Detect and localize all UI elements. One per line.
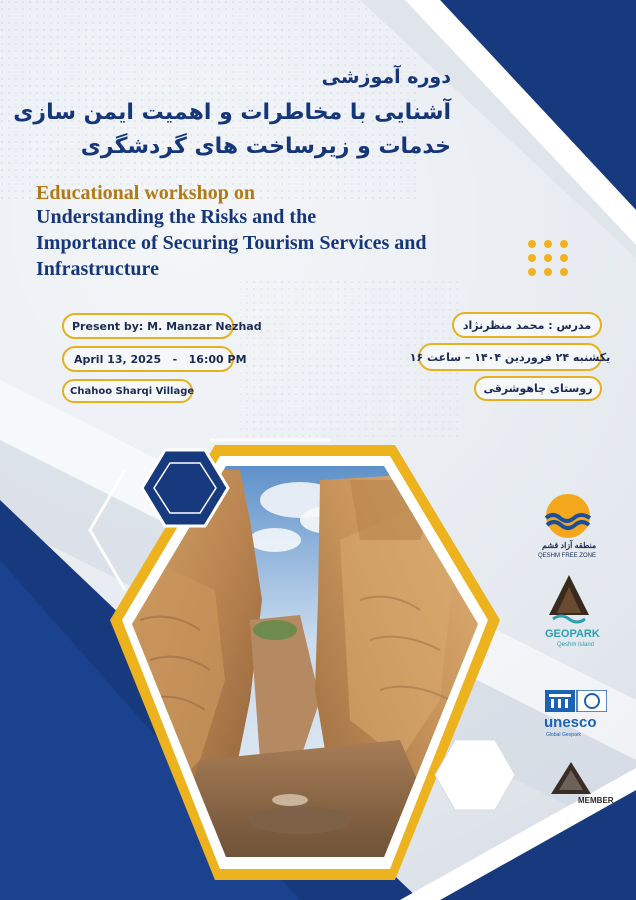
free-zone-label-en: QESHM FREE ZONE xyxy=(538,553,597,559)
location-pill: Chahoo Sharqi Village xyxy=(62,379,193,403)
geopark-sub: Qeshm Island xyxy=(557,642,595,648)
english-title-line-2: Understanding the Risks and the xyxy=(36,206,317,228)
location-pill-fa: روستای چاهوشرقی xyxy=(474,376,602,401)
persian-title-line-2: آشنایی با مخاطرات و اهمیت ایمن سازی xyxy=(13,100,451,125)
date-time-pill: April 13, 2025 - 16:00 PM xyxy=(62,346,234,372)
date-time-pill-fa: یکشنبه ۲۴ فروردین ۱۴۰۴ – ساعت ۱۶ xyxy=(418,343,602,371)
unesco-sub: Global Geopark xyxy=(546,732,582,738)
member-word: MEMBER xyxy=(578,796,614,805)
english-title-line-1: Educational workshop on xyxy=(36,182,255,204)
persian-title-line-1: دوره آموزشی xyxy=(321,66,451,88)
presenter-pill-fa: مدرس : محمد منظرنژاد xyxy=(452,312,602,338)
decorative-dots xyxy=(528,240,570,278)
unesco-word: unesco xyxy=(544,714,597,731)
geopark-word: GEOPARK xyxy=(545,628,600,640)
unesco-emblem xyxy=(545,690,607,712)
presenter-pill: Present by: M. Manzar Nezhad xyxy=(62,313,234,339)
english-title-line-3: Importance of Securing Tourism Services and xyxy=(36,232,427,254)
free-zone-label-fa: منطقه آزاد قشم xyxy=(542,541,597,550)
qeshm-free-zone-logo xyxy=(538,492,598,538)
persian-title-line-3: خدمات و زیرساخت های گردشگری xyxy=(80,134,451,159)
geopark-network-member-logo xyxy=(547,760,595,796)
geopark-logo xyxy=(547,573,591,625)
english-title-line-4: Infrastructure xyxy=(36,258,159,280)
